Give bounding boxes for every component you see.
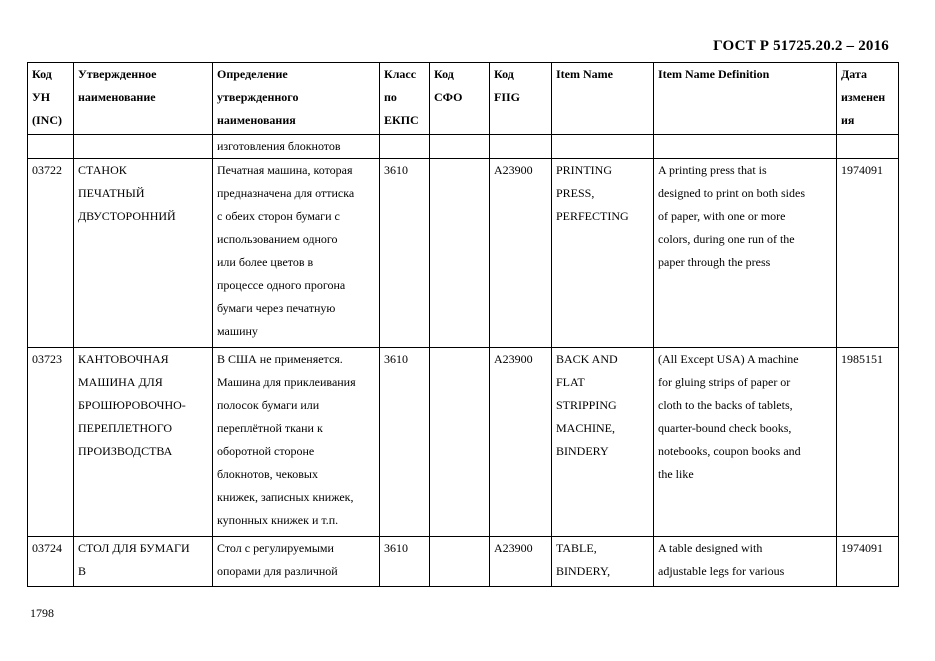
column-header-fiig: Код FIIG (490, 63, 552, 135)
table-row (28, 537, 899, 587)
document-header: ГОСТ Р 51725.20.2 – 2016 (713, 38, 889, 54)
cell-inc: 03722 (28, 159, 74, 348)
page-number: 1798 (30, 606, 54, 620)
cell-inc: 03724 (28, 537, 74, 587)
cell-item-name: TABLE, BINDERY, (552, 537, 654, 587)
cell-item-name: BACK AND FLAT STRIPPING MACHINE, BINDERY (552, 348, 654, 537)
cell-fiig: A23900 (490, 348, 552, 537)
table-header-row (28, 63, 899, 135)
catalog-table (27, 62, 899, 587)
cell-date: 1974091 (837, 159, 899, 348)
cell-date: 1985151 (837, 348, 899, 537)
column-header-class: Класс по ЕКПС (380, 63, 430, 135)
column-header-item-name-definition: Item Name Definition (654, 63, 837, 135)
cell-approved-name: КАНТОВОЧНАЯ МАШИНА ДЛЯ БРОШЮРОВОЧНО- ПЕРЕПЛЕТНОГО ПРОИЗВОДСТВА (74, 348, 213, 537)
cell-class: 3610 (380, 159, 430, 348)
table-row (28, 159, 899, 348)
table-cell (430, 135, 490, 159)
cell-item-name-definition: A printing press that is designed to print on both sides of paper, with one or more colors, during one run of the paper through the press (654, 159, 837, 348)
cell-sfo (430, 348, 490, 537)
table-cell (654, 135, 837, 159)
cell-definition: Стол с регулируемыми опорами для различной (213, 537, 380, 587)
cell-sfo (430, 537, 490, 587)
cell-approved-name: СТОЛ ДЛЯ БУМАГИ В (74, 537, 213, 587)
column-header-item-name: Item Name (552, 63, 654, 135)
table-row (28, 348, 899, 537)
table-cell (490, 135, 552, 159)
cell-approved-name: СТАНОК ПЕЧАТНЫЙ ДВУСТОРОННИЙ (74, 159, 213, 348)
cell-item-name-definition: A table designed with adjustable legs for various (654, 537, 837, 587)
cell-inc: 03723 (28, 348, 74, 537)
cell-sfo (430, 159, 490, 348)
cell-definition: Печатная машина, которая предназначена для оттиска с обеих сторон бумаги с использованием одного или более цветов в процессе одного прогона бумаги через печатную машину (213, 159, 380, 348)
cell-date: 1974091 (837, 537, 899, 587)
cell-item-name-definition: (All Except USA) A machine for gluing strips of paper or cloth to the backs of tablets, quarter-bound check books, notebooks, coupon books and the like (654, 348, 837, 537)
cell-item-name: PRINTING PRESS, PERFECTING (552, 159, 654, 348)
table-row-continuation (28, 135, 899, 159)
column-header-date: Дата изменен ия (837, 63, 899, 135)
table-cell (552, 135, 654, 159)
column-header-definition: Определение утвержденного наименования (213, 63, 380, 135)
column-header-inc: Код УН (INC) (28, 63, 74, 135)
cell-fiig: A23900 (490, 159, 552, 348)
cell-class: 3610 (380, 537, 430, 587)
table-cell (380, 135, 430, 159)
table-cell (837, 135, 899, 159)
cell-fiig: A23900 (490, 537, 552, 587)
cell-class: 3610 (380, 348, 430, 537)
table-cell (28, 135, 74, 159)
column-header-sfo: Код СФО (430, 63, 490, 135)
cell-definition: В США не применяется. Машина для приклеивания полосок бумаги или переплётной ткани к оборотной стороне блокнотов, чековых книжек, записных книжек, купонных книжек и т.п. (213, 348, 380, 537)
table-cell: изготовления блокнотов (213, 135, 380, 159)
table-cell (74, 135, 213, 159)
column-header-approved-name: Утвержденное наименование (74, 63, 213, 135)
